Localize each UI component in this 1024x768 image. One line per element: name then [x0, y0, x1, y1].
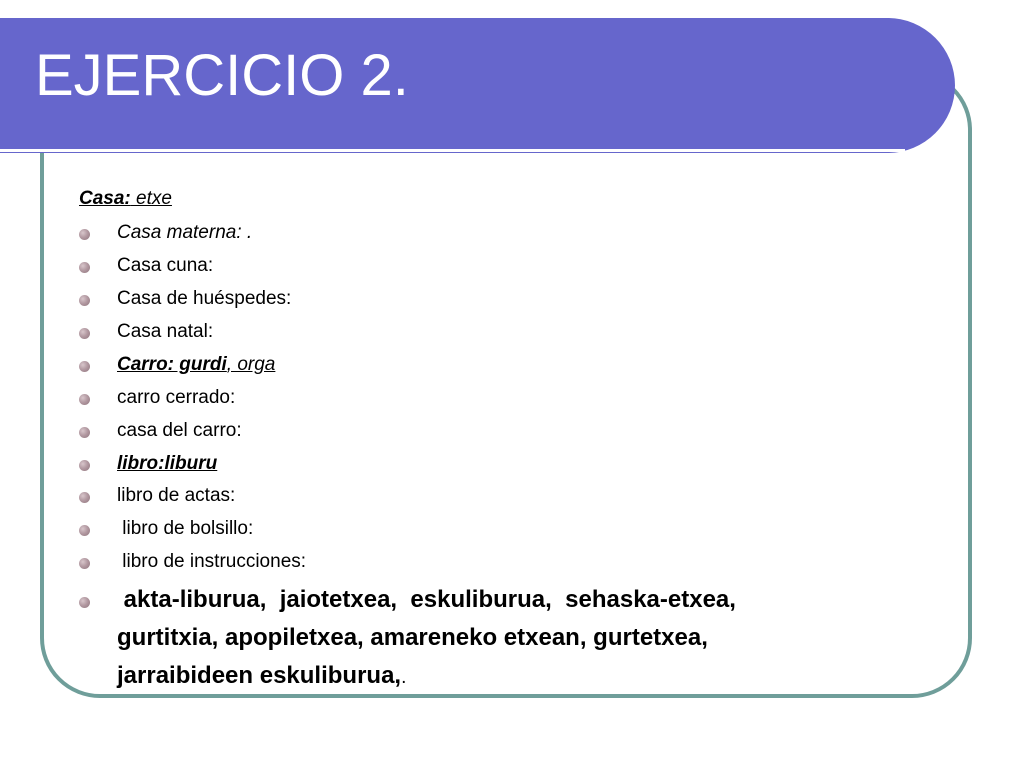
item-label: libro de bolsillo:	[117, 518, 254, 539]
bullet-icon	[79, 558, 90, 569]
answers-line-3-text: jarraibideen eskuliburua,	[117, 662, 402, 689]
item-label	[117, 353, 275, 377]
answers-tail: .	[401, 667, 407, 688]
heading-casa	[79, 187, 172, 211]
item-label: libro de instrucciones:	[117, 551, 307, 572]
bullet-icon	[79, 394, 90, 405]
item-label: casa del carro:	[117, 420, 242, 441]
answers-block	[117, 581, 877, 697]
item-term: Carro: gurdi	[117, 354, 227, 375]
item-label: Casa natal:	[117, 321, 214, 342]
item-label: Casa materna: .	[117, 222, 253, 243]
item-rest: , orga	[226, 354, 276, 375]
bullet-icon	[79, 328, 90, 339]
answers-line-2: gurtitxia, apopiletxea, amareneko etxean, gurtetxea,	[117, 624, 708, 651]
item-term: libro:liburu	[117, 453, 218, 474]
bullet-icon	[79, 460, 90, 471]
title-underline	[0, 149, 905, 152]
heading-translation: etxe	[130, 188, 172, 209]
answers-line-3	[117, 657, 877, 697]
bullet-icon	[79, 597, 90, 608]
bullet-icon	[79, 492, 90, 503]
heading-term: Casa:	[79, 188, 131, 209]
bullet-icon	[79, 525, 90, 536]
bullet-icon	[79, 361, 90, 372]
item-label: Casa cuna:	[117, 255, 214, 276]
answers-line-1: akta-liburua, jaiotetxea, eskuliburua, sehaska-etxea,	[117, 586, 736, 613]
slide-title: EJERCICIO 2.	[35, 43, 409, 108]
bullet-icon	[79, 229, 90, 240]
bullet-icon	[79, 427, 90, 438]
item-label: carro cerrado:	[117, 387, 236, 408]
item-label: libro de actas:	[117, 485, 236, 506]
bullet-icon	[79, 295, 90, 306]
bullet-icon	[79, 262, 90, 273]
item-label: Casa de huéspedes:	[117, 288, 292, 309]
